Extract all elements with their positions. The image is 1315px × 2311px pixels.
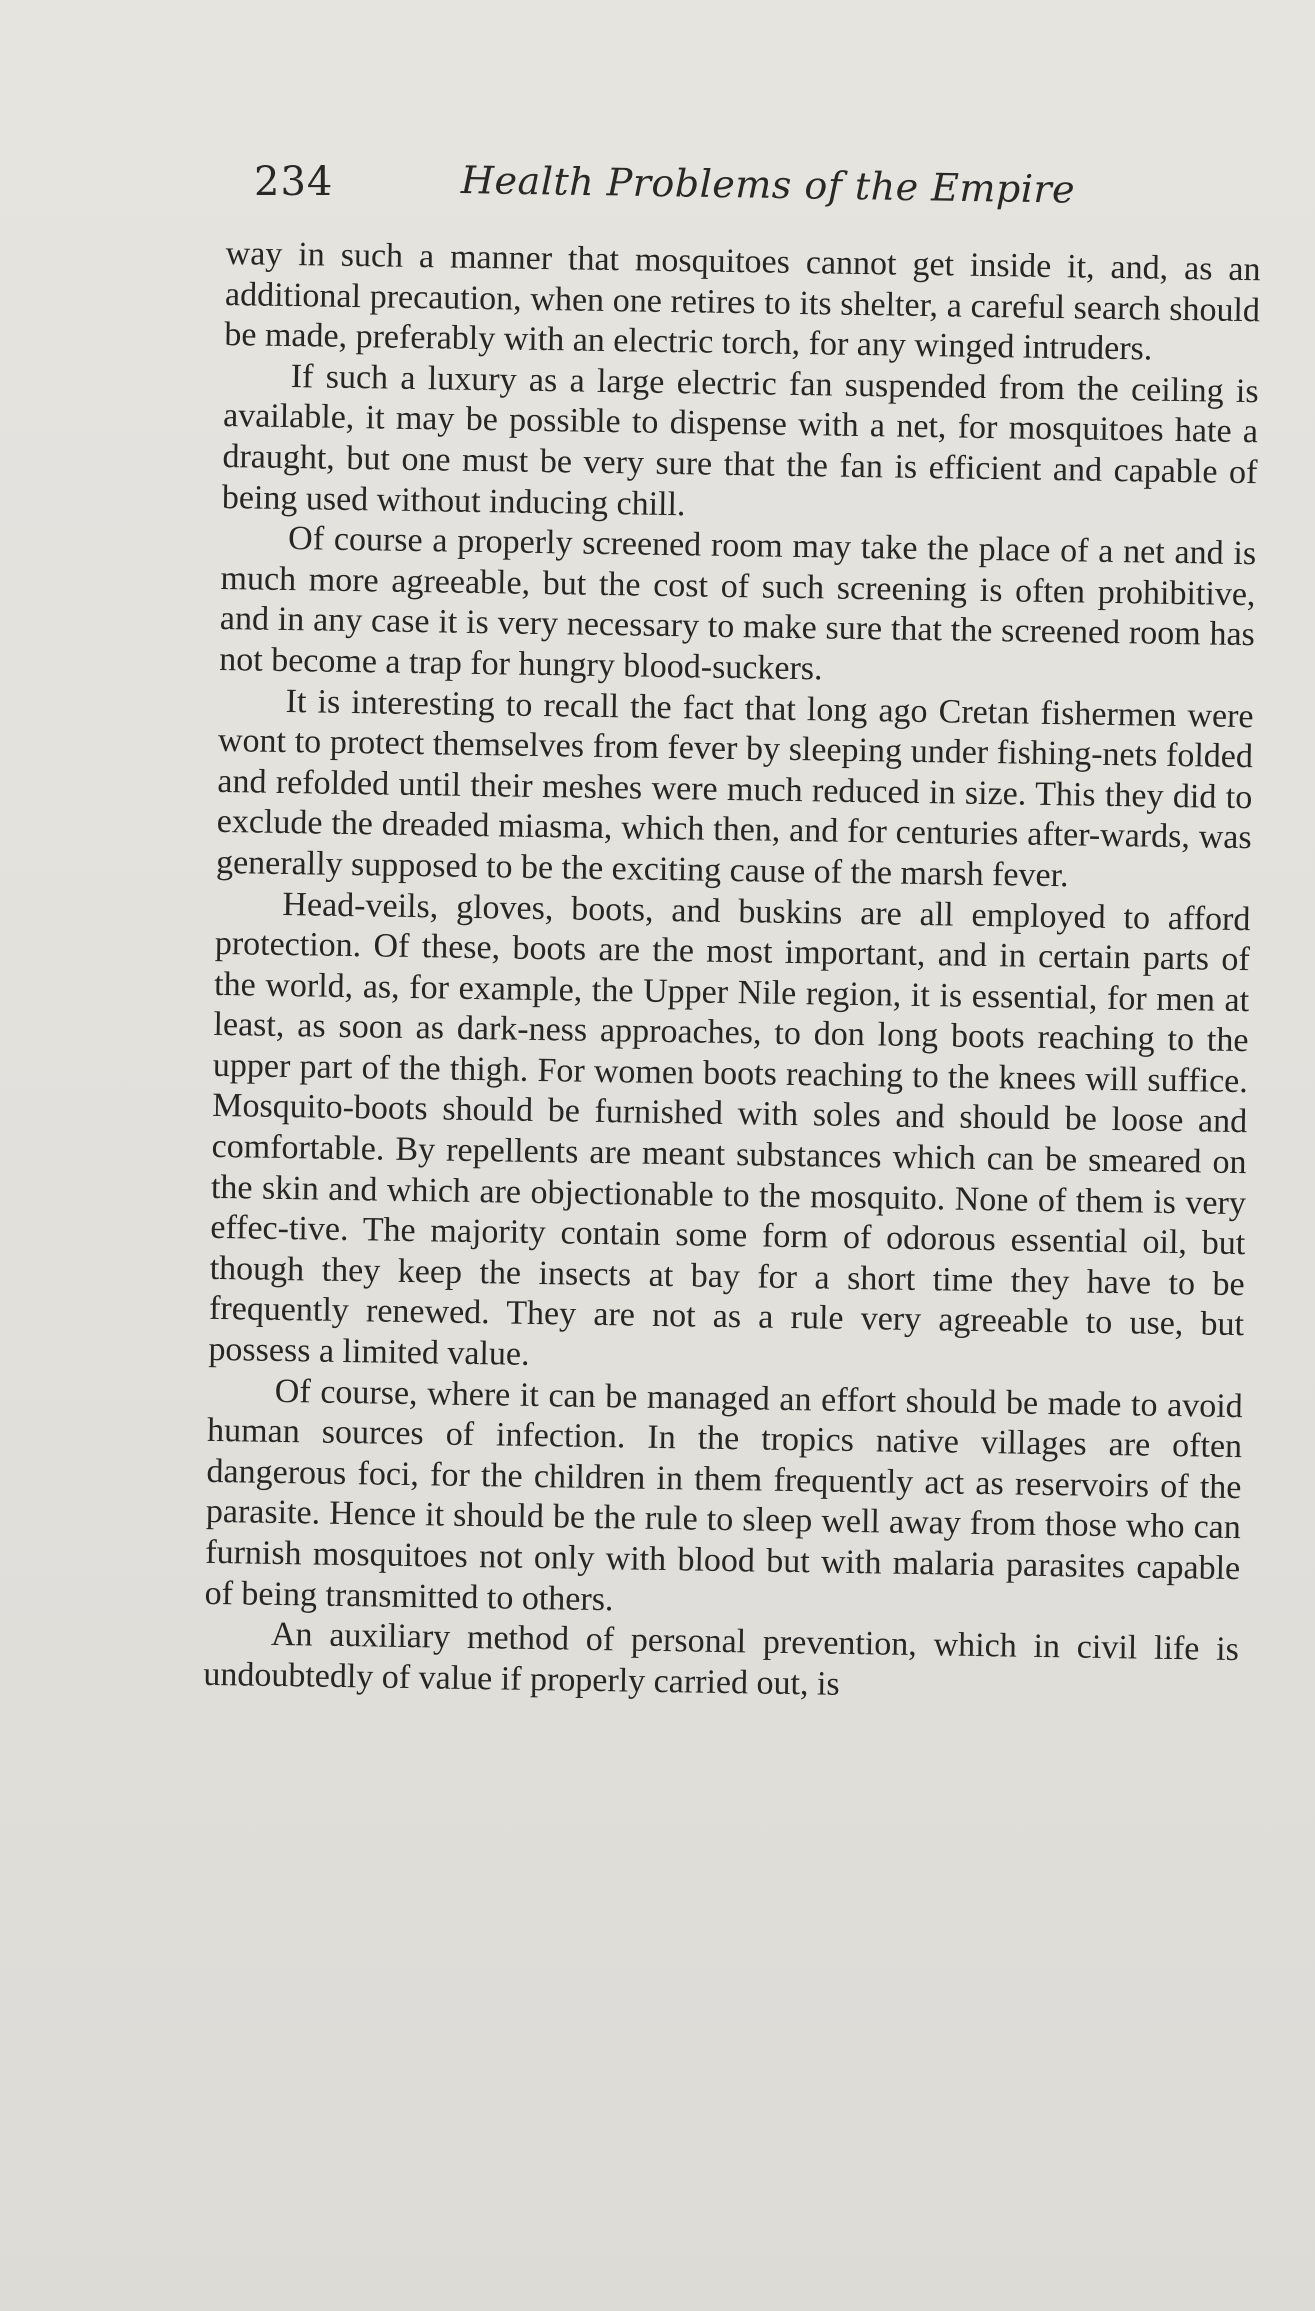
paragraph-screened-room: Of course a properly screened room may take the place of a net and is much more agreeable, but the cost of such screening is often prohibitive, and in any case it is very necessary to make sure that the screened room has not become a trap for hungry blood-suckers. — [219, 520, 1257, 688]
paragraph-auxiliary-method: An auxiliary method of personal prevention, which in civil life is undoubtedly of value if properly carried out, is — [203, 1616, 1240, 1703]
page-header — [254, 150, 1244, 230]
body-text — [203, 234, 1261, 1711]
paragraph-protective-clothing: Head-veils, gloves, boots, and buskins are all employed to afford protection. Of these, boots are the most important, and in certain parts of the world, as, for example, the Upper Nile region, it is essential, for men at least, as soon as dark-ness approaches, to don long boots reaching to the upper part of the thigh. For women boots reaching to the knees will suffice. Mosquito-boots should be furnished with soles and should be loose and comfortable. By repellents are meant substances which can be smeared on the skin and which are objectionable to the mosquito. None of them is very effec-tive. The majority contain some form of odorous essential oil, but though they keep the insects at bay for a short time they have to be frequently renewed. They are not as a rule very agreeable to use, but possess a limited value. — [208, 885, 1251, 1373]
paragraph-cretan-fishermen: It is interesting to recall the fact that long ago Cretan fishermen were wont to protect themselves from fever by sleeping under fishing-nets folded and refolded until their meshes were much reduced in size. This they did to exclude the dreaded miasma, which then, and for centuries after-wards, was generally supposed to be the exciting cause of the marsh fever. — [215, 682, 1254, 895]
paragraph-electric-fan: If such a luxury as a large electric fan suspended from the ceiling is available, it may be possible to dispense with a net, for mosquitoes hate a draught, but one must be very sure that the fan is efficient and capable of being used without inducing chill. — [221, 357, 1259, 523]
running-title: Health Problems of the Empire — [460, 158, 1076, 212]
paragraph-human-sources: Of course, where it can be managed an effort should be made to avoid human sources of infection. In the tropics native villages are often dangerous foci, for the children in them frequently act as reservoirs of the parasite. Hence it should be the rule to sleep well away from those who can furnish mosquitoes not only with blood but with malaria parasites capable of being transmitted to others. — [204, 1372, 1244, 1618]
page-number: 234 — [254, 159, 334, 205]
paragraph-continuation: way in such a manner that mosquitoes cannot get inside it, and, as an additional precaution, when one retires to its shelter, a careful search should be made, preferably with an electric torch, for any winged intruders. — [224, 234, 1261, 368]
